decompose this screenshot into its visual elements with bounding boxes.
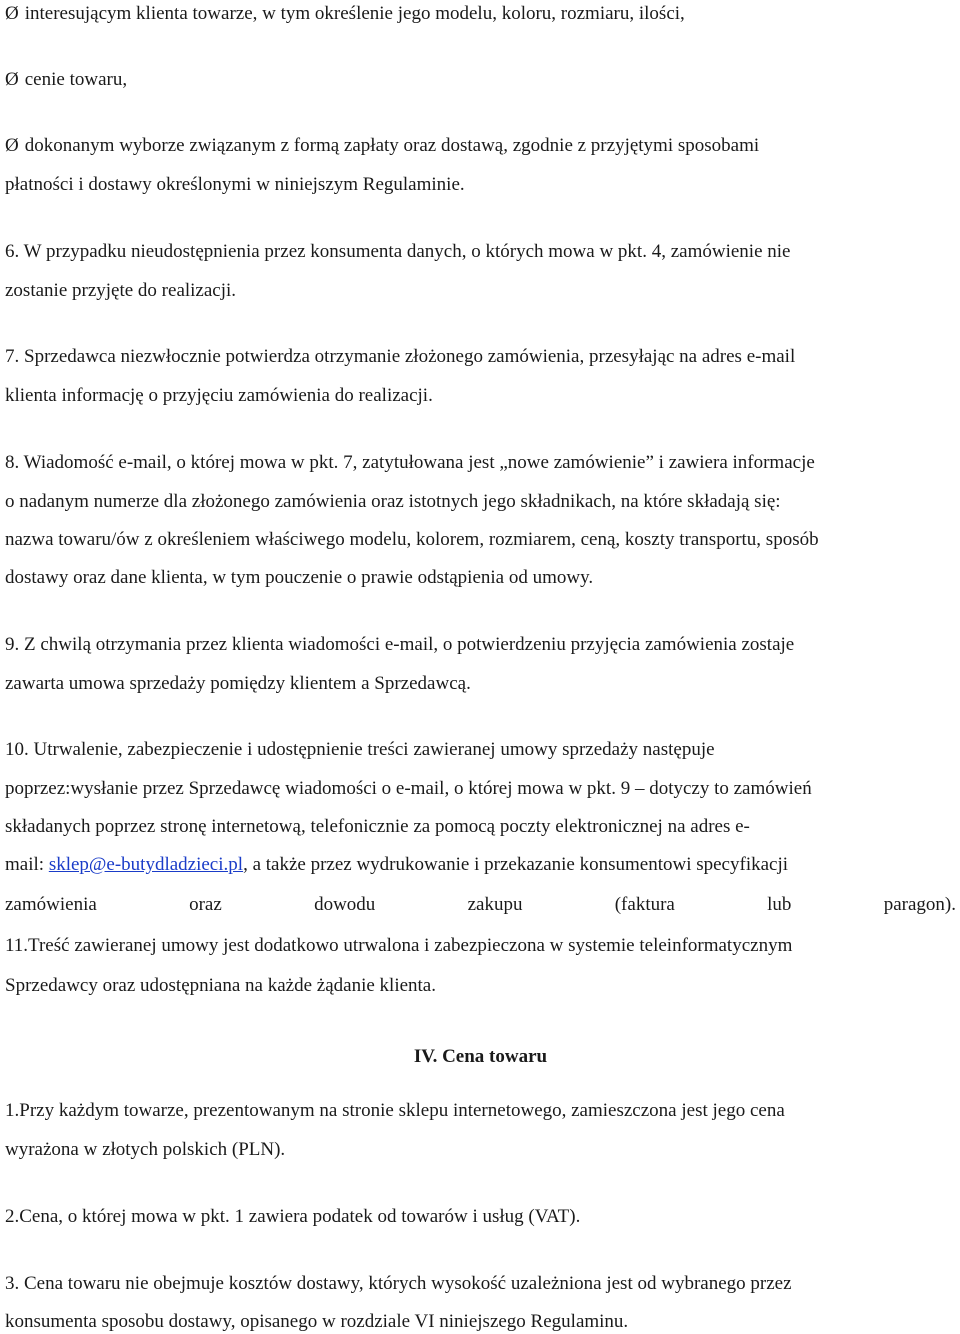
- price-paragraph-3-line: 3. Cena towaru nie obejmuje kosztów dostawy, których wysokość uzależniona jest od wybranego przez: [5, 1273, 792, 1294]
- paragraph-6-line: zostanie przyjęte do realizacji.: [5, 280, 237, 301]
- bullet-item: Ø cenie towaru,: [5, 69, 128, 90]
- price-paragraph-1-line: wyrażona w złotych polskich (PLN).: [5, 1139, 286, 1160]
- paragraph-11-line: Sprzedawcy oraz udostępniana na każde żądanie klienta.: [5, 975, 436, 996]
- paragraph-6-line: 6. W przypadku nieudostępnienia przez konsumenta danych, o których mowa w pkt. 4, zamówienie nie: [5, 241, 791, 262]
- paragraph-line: płatności i dostawy określonymi w niniejszym Regulaminie.: [5, 174, 465, 195]
- paragraph-10-line: 10. Utrwalenie, zabezpieczenie i udostępnienie treści zawieranej umowy sprzedaży następuje: [5, 739, 715, 760]
- paragraph-11-line: 11.Treść zawieranej umowy jest dodatkowo utrwalona i zabezpieczona w systemie teleinformatycznym: [5, 935, 793, 956]
- word: oraz: [189, 894, 222, 915]
- paragraph-8-line: o nadanym numerze dla złożonego zamówienia oraz istotnych jego składnikach, na które składają się:: [5, 491, 781, 512]
- word: lub: [767, 894, 792, 915]
- word: dowodu: [314, 894, 376, 915]
- paragraph-10-line: składanych poprzez stronę internetową, telefonicznie za pomocą poczty elektronicznej na adres e-: [5, 816, 750, 837]
- word: (faktura: [614, 894, 675, 915]
- paragraph-7-line: klienta informację o przyjęciu zamówienia do realizacji.: [5, 385, 433, 406]
- paragraph-9-line: zawarta umowa sprzedaży pomiędzy klientem a Sprzedawcą.: [5, 673, 471, 694]
- bullet-icon: Ø: [5, 135, 19, 156]
- bullet-item: Ø dokonanym wyborze związanym z formą zapłaty oraz dostawą, zgodnie z przyjętymi sposobami: [5, 135, 760, 156]
- paragraph-8-line: 8. Wiadomość e-mail, o której mowa w pkt. 7, zatytułowana jest „nowe zamówienie” i zawiera informacje: [5, 452, 815, 473]
- price-paragraph-2-line: 2.Cena, o której mowa w pkt. 1 zawiera podatek od towarów i usług (VAT).: [5, 1206, 581, 1227]
- price-paragraph-3-line: konsumenta sposobu dostawy, opisanego w rozdziale VI niniejszego Regulaminu.: [5, 1311, 629, 1332]
- bullet-icon: Ø: [5, 69, 19, 90]
- price-paragraph-1-line: 1.Przy każdym towarze, prezentowanym na stronie sklepu internetowego, zamieszczona jest jego cena: [5, 1100, 785, 1121]
- word: zamówienia: [5, 894, 97, 915]
- word: zakupu: [467, 894, 523, 915]
- paragraph-8-line: dostawy oraz dane klienta, w tym pouczenie o prawie odstąpienia od umowy.: [5, 567, 594, 588]
- bullet-icon: Ø: [5, 3, 19, 24]
- paragraph-10-line: mail: sklep@e-butydladzieci.pl, a także przez wydrukowanie i przekazanie konsumentowi specyfikacji: [5, 854, 789, 875]
- paragraph-9-line: 9. Z chwilą otrzymania przez klienta wiadomości e-mail, o potwierdzeniu przyjęcia zamówienia zostaje: [5, 634, 795, 655]
- paragraph-8-line: nazwa towaru/ów z określeniem właściwego modelu, kolorem, rozmiarem, ceną, koszty transportu, sposób: [5, 529, 819, 550]
- bullet-item: Ø interesującym klienta towarze, w tym określenie jego modelu, koloru, rozmiaru, ilości,: [5, 3, 685, 24]
- paragraph-7-line: 7. Sprzedawca niezwłocznie potwierdza otrzymanie złożonego zamówienia, przesyłając na adres e-mail: [5, 346, 796, 367]
- word: paragon).: [883, 894, 956, 915]
- paragraph-10-line: poprzez:wysłanie przez Sprzedawcę wiadomości o e-mail, o której mowa w pkt. 9 – dotyczy to zamówień: [5, 778, 812, 799]
- email-link[interactable]: sklep@e-butydladzieci.pl: [48, 854, 244, 875]
- paragraph-10-justified-line: [5, 893, 956, 917]
- section-heading: IV. Cena towaru: [413, 1046, 548, 1067]
